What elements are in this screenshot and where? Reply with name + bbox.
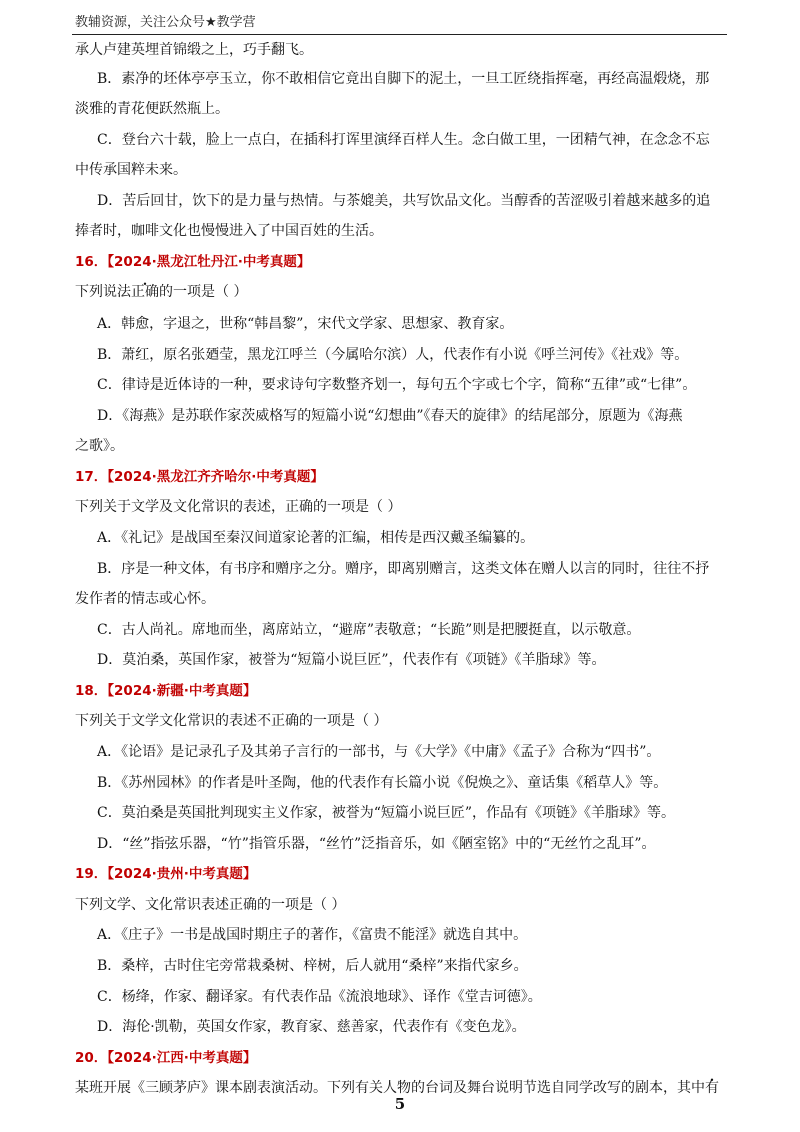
q19-option-a: A．《庄子》一书是战国时期庄子的著作，《富贵不能淫》就选自其中。 <box>97 927 528 943</box>
q16-option-a: A．韩愈，字退之，世称“韩昌黎”，宋代文学家、思想家、教育家。 <box>97 316 514 332</box>
q17-option-b: B．序是一种文体，有书序和赠序之分。赠序，即离别赠言，这类文体在赠人以言的同时，往往不抒 <box>97 561 710 577</box>
q17-option-d: D．莫泊桑，英国作家，被誉为“短篇小说巨匠”，代表作有《项链》《羊脂球》等。 <box>97 652 606 668</box>
q19-option-c: C．杨绛，作家、翻译家。有代表作品《流浪地球》、译作《堂吉诃德》。 <box>97 989 542 1005</box>
q18-title: 18．【2024·新疆·中考真题】 <box>75 683 257 699</box>
page-header: 教辅资源，关注公众号★教学营 <box>75 15 256 30</box>
prev-option-c: C．登台六十载，脸上一点白，在插科打诨里演绎百样人生。念白做工里，一团精气神，在念念不忘 <box>97 132 710 148</box>
prev-option-d: D．苦后回甘，饮下的是力量与热情。与茶媲美，共写饮品文化。当醇香的苦涩吸引着越来越多的追 <box>97 193 711 209</box>
continued-line: 承人卢建英埋首锦缎之上，巧手翻飞。 <box>75 42 313 58</box>
prev-option-b-cont: 淡雅的青花便跃然瓶上。 <box>75 101 229 117</box>
q19-stem: 下列文学、文化常识表述正确的一项是（ ） <box>75 897 346 913</box>
q19-option-d: D．海伦·凯勒，英国女作家，教育家、慈善家，代表作有《变色龙》。 <box>97 1019 526 1035</box>
q18-stem: 下列关于文学文化常识的表述不正确的一项是（ ） <box>75 713 388 729</box>
q18-option-b: B．《苏州园林》的作者是叶圣陶，他的代表作有长篇小说《倪焕之》、童话集《稻草人》等。 <box>97 775 668 791</box>
q16-title: 16．【2024·黑龙江牡丹江·中考真题】 <box>75 254 311 270</box>
q20-title: 20．【2024·江西·中考真题】 <box>75 1050 257 1066</box>
prev-option-c-cont: 中传承国粹未来。 <box>75 162 187 178</box>
q20-stem-emphasis: 有 <box>705 1080 719 1096</box>
q17-option-b-cont: 发作者的情志或心怀。 <box>75 591 215 607</box>
q16-option-d: D．《海燕》是苏联作家茨威格写的短篇小说“幻想曲”《春天的旋律》的结尾部分，原题为《海燕 <box>97 408 683 424</box>
prev-option-d-cont: 捧者时，咖啡文化也慢慢进入了中国百姓的生活。 <box>75 223 383 239</box>
q16-stem-b: 的一项是（ ） <box>159 284 248 300</box>
q17-option-a: A．《礼记》是战国至秦汉间道家论著的汇编，相传是西汉戴圣编纂的。 <box>97 530 535 546</box>
q16-option-c: C．律诗是近体诗的一种，要求诗句字数整齐划一，每句五个字或七个字，简称“五律”或“七律”。 <box>97 377 697 393</box>
q18-option-a: A．《论语》是记录孔子及其弟子言行的一部书，与《大学》《中庸》《孟子》合称为“四书”。 <box>97 744 661 760</box>
q16-stem <box>75 282 247 302</box>
q18-option-c: C．莫泊桑是英国批判现实主义作家，被誉为“短篇小说巨匠”，作品有《项链》《羊脂球》等。 <box>97 805 676 821</box>
header-rule <box>72 34 727 35</box>
q16-stem-a: 下列说法 <box>75 284 131 300</box>
page-number: 5 <box>394 1095 406 1113</box>
q16-option-d-cont: 之歌》。 <box>75 438 124 454</box>
q16-option-b: B．萧红，原名张廼莹，黑龙江呼兰（今属哈尔滨）人，代表作有小说《呼兰河传》《社戏》等。 <box>97 347 689 363</box>
q19-title: 19．【2024·贵州·中考真题】 <box>75 866 257 882</box>
q20-stem-a: 某班开展《三顾茅庐》课本剧表演活动。下列有关人物的台词及舞台说明节选自同学改写的剧本，其中 <box>75 1080 705 1096</box>
q18-option-d: D．“丝”指弦乐器，“竹”指管乐器，“丝竹”泛指音乐，如《陋室铭》中的“无丝竹之乱耳”。 <box>97 836 656 852</box>
q17-stem: 下列关于文学及文化常识的表述，正确的一项是（ ） <box>75 499 402 515</box>
prev-option-b: B．素净的坯体亭亭玉立，你不敢相信它竟出自脚下的泥土，一旦工匠绕指挥毫，再经高温煅烧，那 <box>97 71 710 87</box>
q19-option-b: B．桑梓，古时住宅旁常栽桑树、梓树，后人就用“桑梓”来指代家乡。 <box>97 958 528 974</box>
q16-stem-emphasis: 正确 <box>131 284 159 300</box>
q17-option-c: C．古人尚礼。席地而坐，离席站立，“避席”表敬意；“长跪”则是把腰挺直，以示敬意。 <box>97 622 641 638</box>
q17-title: 17．【2024·黑龙江齐齐哈尔·中考真题】 <box>75 469 324 485</box>
